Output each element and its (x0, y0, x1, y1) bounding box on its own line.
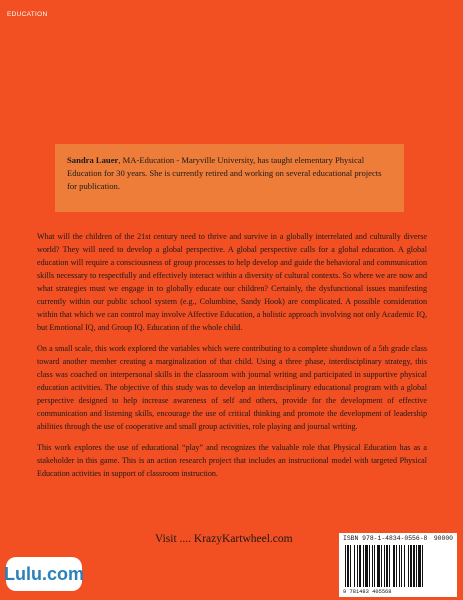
isbn-number: ISBN 978-1-4834-0556-8 (343, 535, 428, 542)
book-description (37, 230, 427, 488)
category-label: EDUCATION (7, 11, 48, 18)
ean-number: 9 781483 405568 (343, 589, 392, 595)
description-paragraph: On a small scale, this work explored the variables which were contributing to a complete shutdown of a 5th grade class toward another member creating a marginalization of that child. Using a three phase, interdisciplinary strategy, this class was coached on interpersonal skills in the classroom with journal writing and participated in supportive physical education activities. The objective of this study was to develop an interdisciplinary educational program with a global perspective designed to help increase awareness of self and others, provide for the development of effective communication and listening skills, encourage the use of critical thinking and promote the development of leadership abilities through the use of cooperative and small group activities, role playing and journal writing. (37, 344, 427, 431)
website-link[interactable]: Visit .... KrazyKartwheel.com (155, 533, 293, 545)
isbn-barcode (339, 533, 457, 597)
price-code: 90000 (433, 535, 453, 542)
author-name: Sandra Lauer (67, 155, 119, 165)
author-bio-text: , MA-Education - Maryville University, has taught elementary Physical Education for 30 years. She is currently retired and working on several educational projects for publication. (67, 155, 382, 191)
author-bio (67, 154, 393, 193)
isbn-text (343, 535, 453, 542)
description-paragraph: What will the children of the 21st century need to thrive and survive in a globally interrelated and culturally diverse world? They will need to develop a global perspective. A global perspective calls for a global education. A global education will require a consciousness of group processes to help develop and guide the behavioral and communication skills necessary to respectfully and effectively interact within a diversity of cultural contexts. So where we are now and what strategies must we engage in to globally educate our children? Certainly, the dysfunctional issues manifesting currently within our public school system (e.g., Columbine, Sandy Hook) are complicated. A possible consideration within that which we can control may involve Affective Education, a holistic approach involving not only Academic IQ, but Emotional IQ, and Group IQ. Education of the whole child. (37, 232, 427, 332)
barcode-bars (343, 545, 453, 589)
author-bio-box (55, 144, 404, 212)
lulu-logo: Lulu.com (6, 557, 82, 591)
description-paragraph: This work explores the use of educational “play” and recognizes the valuable role that Physical Education has as a stakeholder in this game. This is an action research project that includes an instructional model with targeted Physical Education activities in support of classroom instruction. (37, 443, 427, 478)
